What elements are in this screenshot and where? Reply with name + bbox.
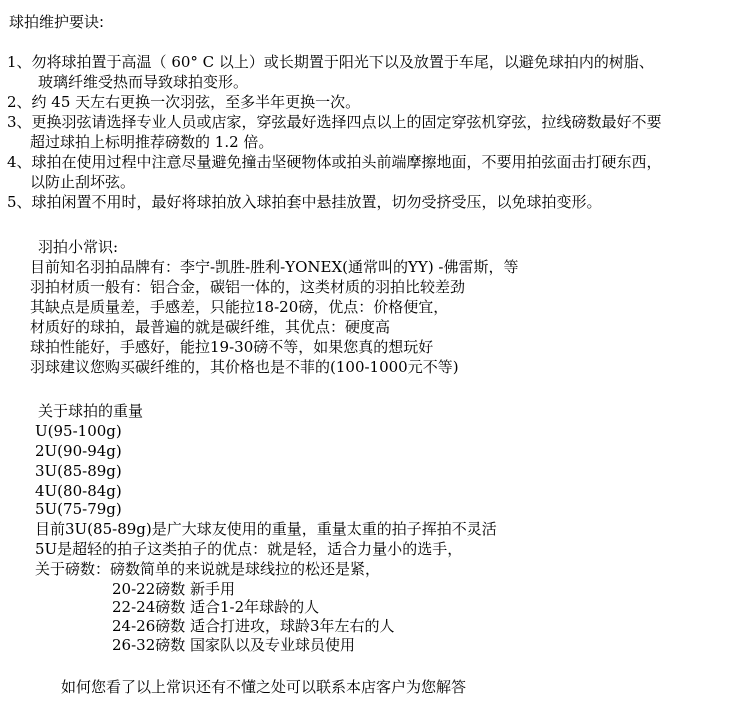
knowledge-line: 目前知名羽拍品牌有：李宁-凯胜-胜利-YONEX(通常叫的YY) -佛雷斯，等: [30, 258, 519, 276]
tension-heading: 关于磅数：磅数简单的来说就是球线拉的松还是紧，: [35, 560, 381, 578]
tip-line: 2、约 45 天左右更换一次羽弦，至多半年更换一次。: [7, 93, 361, 111]
tension-item: 22-24磅数 适合1-2年球龄的人: [112, 598, 320, 616]
tip-line: 5、球拍闲置不用时，最好将球拍放入球拍套中悬挂放置，切勿受挤受压，以免球拍变形。: [7, 193, 602, 211]
weight-item: 4U(80-84g): [35, 482, 122, 500]
weight-item: 2U(90-94g): [35, 442, 122, 460]
weight-item: 5U(75-79g): [35, 500, 122, 518]
tip-line: 以防止刮坏弦。: [30, 173, 136, 191]
tip-line: 1、勿将球拍置于高温（ 60° C 以上）或长期置于阳光下以及放置于车尾，以避免球拍内的树脂、: [7, 53, 654, 71]
knowledge-line: 球拍性能好，手感好，能拉19-30磅不等，如果您真的想玩好: [30, 338, 434, 356]
weight-item: 3U(85-89g): [35, 462, 122, 480]
weight-note: 目前3U(85-89g)是广大球友使用的重量，重量太重的拍子挥拍不灵活: [35, 520, 497, 538]
weight-item: U(95-100g): [35, 422, 122, 440]
tip-line: 3、更换羽弦请选择专业人员或店家，穿弦最好选择四点以上的固定穿弦机穿弦，拉线磅数最好不要: [7, 113, 662, 131]
knowledge-line: 羽球建议您购买碳纤维的，其价格也是不菲的(100-1000元不等): [30, 358, 459, 376]
knowledge-line: 其缺点是质量差，手感差，只能拉18-20磅，优点：价格便宜，: [30, 298, 449, 316]
tension-item: 26-32磅数 国家队以及专业球员使用: [112, 636, 356, 654]
tip-line: 玻璃纤维受热而导致球拍变形。: [38, 73, 249, 91]
tension-item: 20-22磅数 新手用: [112, 580, 236, 598]
knowledge-line: 材质好的球拍，最普遍的就是碳纤维，其优点：硬度高: [30, 318, 391, 336]
tension-item: 24-26磅数 适合打进攻，球龄3年左右的人: [112, 617, 395, 635]
weights-heading: 关于球拍的重量: [38, 402, 144, 420]
tip-line: 4、球拍在使用过程中注意尽量避免撞击坚硬物体或拍头前端摩擦地面，不要用拍弦面击打硬东西，: [7, 153, 662, 171]
page-title: 球拍维护要诀:: [9, 13, 105, 31]
tip-line: 超过球拍上标明推荐磅数的 1.2 倍。: [30, 133, 274, 151]
knowledge-line: 羽拍材质一般有：铝合金，碳铝一体的，这类材质的羽拍比较差劲: [30, 278, 466, 296]
weight-note: 5U是超轻的拍子这类拍子的优点：就是轻，适合力量小的选手，: [35, 540, 463, 558]
knowledge-heading: 羽拍小常识:: [38, 238, 119, 256]
footer-note: 如何您看了以上常识还有不懂之处可以联系本店客户为您解答: [61, 678, 467, 696]
